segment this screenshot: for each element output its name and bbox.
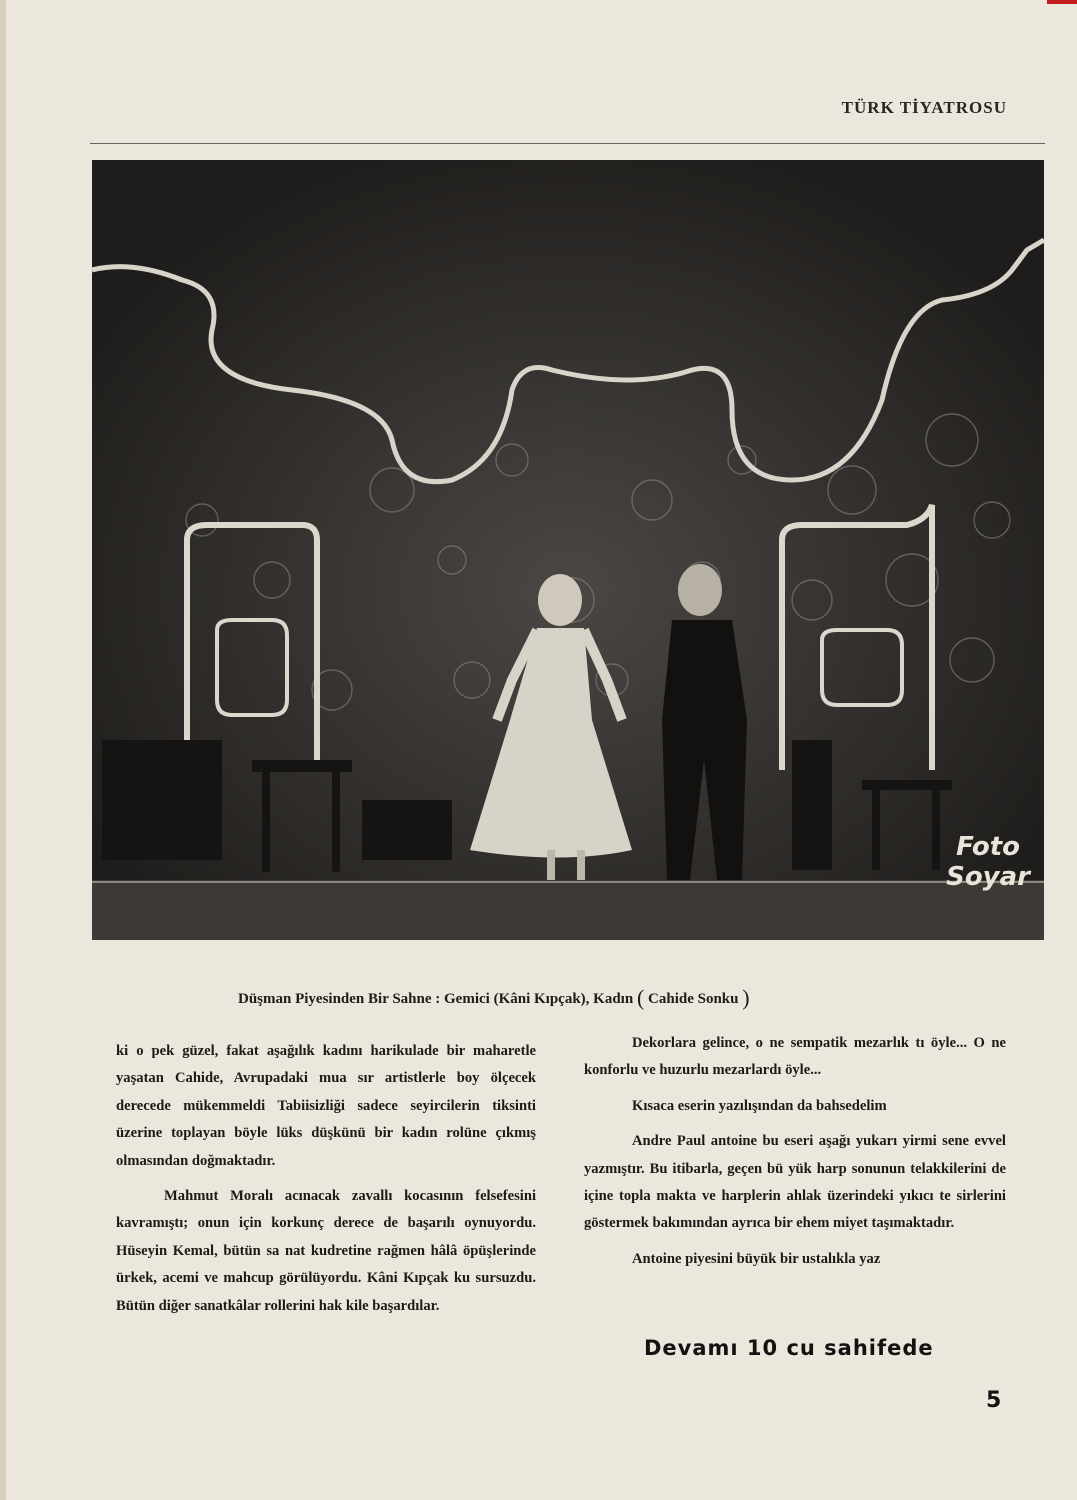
caption-open-paren: ( — [636, 985, 645, 1010]
photo-credit — [946, 832, 1030, 892]
page-number: 5 — [986, 1388, 1002, 1413]
top-rule — [90, 143, 1045, 144]
caption-close-paren: ) — [742, 985, 750, 1010]
stage-photo — [92, 160, 1044, 940]
left-paragraph-1: ki o pek güzel, fakat aşağılık kadını harikulade bir maharetle yaşatan Cahide, Avrupadaki mua sır artistlerle boy ölçecek derecede mükemmeldi Tabiisizliği sadece seyircilerin tiksinti üzerine toplayan böyle lüks düşkünü bir kadın rolüne çıkmış olmasından doğmaktadır. — [116, 1043, 536, 1169]
photo-caption — [238, 985, 750, 1011]
left-column — [116, 1038, 536, 1328]
left-paragraph-2: Mahmut Moralı acınacak zavallı kocasının felsefesini kavramıştı; onun için korkunç derece de başarılı oynuyordu. Hüseyin Kemal, bütün sa nat kudretine rağmen hâlâ öpüşlerinde ürkek, acemi ve mahcup görülüyordu. Kâni Kıpçak ku sursuzdu. Bütün diğer sanatkâlar rollerini hak kile başardılar. — [116, 1188, 536, 1314]
stage-scene-illustration — [92, 160, 1044, 940]
right-paragraph-4: Antoine piyesini büyük bir ustalıkla yaz — [632, 1250, 881, 1267]
red-corner-mark — [1047, 0, 1077, 4]
running-head: TÜRK TİYATROSU — [841, 98, 1007, 117]
page-edge — [0, 0, 6, 1500]
caption-text: Düşman Piyesinden Bir Sahne : Gemici (Kâni Kıpçak), Kadın — [238, 991, 634, 1007]
caption-name: Cahide Sonku — [648, 991, 739, 1007]
continued-note: Devamı 10 cu sahifede — [644, 1336, 934, 1360]
right-paragraph-1: Dekorlara gelince, o ne sempatik mezarlık tı öyle... O ne konforlu ve huzurlu mezarlardı öyle... — [584, 1035, 1006, 1079]
right-column — [584, 1030, 1006, 1281]
photo-credit-line1: Foto — [956, 832, 1020, 862]
right-paragraph-2: Kısaca eserin yazılışından da bahsedelim — [632, 1097, 887, 1114]
right-paragraph-3: Andre Paul antoine bu eseri aşağı yukarı yirmi sene evvel yazmıştır. Bu itibarla, geçen bü yük harp sonunun telakkilerini de içine topla makta ve harplerin ahlak üzerindeki yıkıcı te sirlerini göstermek bakımından ayrıca bir ehem miyet taşımaktadır. — [584, 1133, 1006, 1232]
photo-credit-line2: Soyar — [946, 862, 1030, 892]
